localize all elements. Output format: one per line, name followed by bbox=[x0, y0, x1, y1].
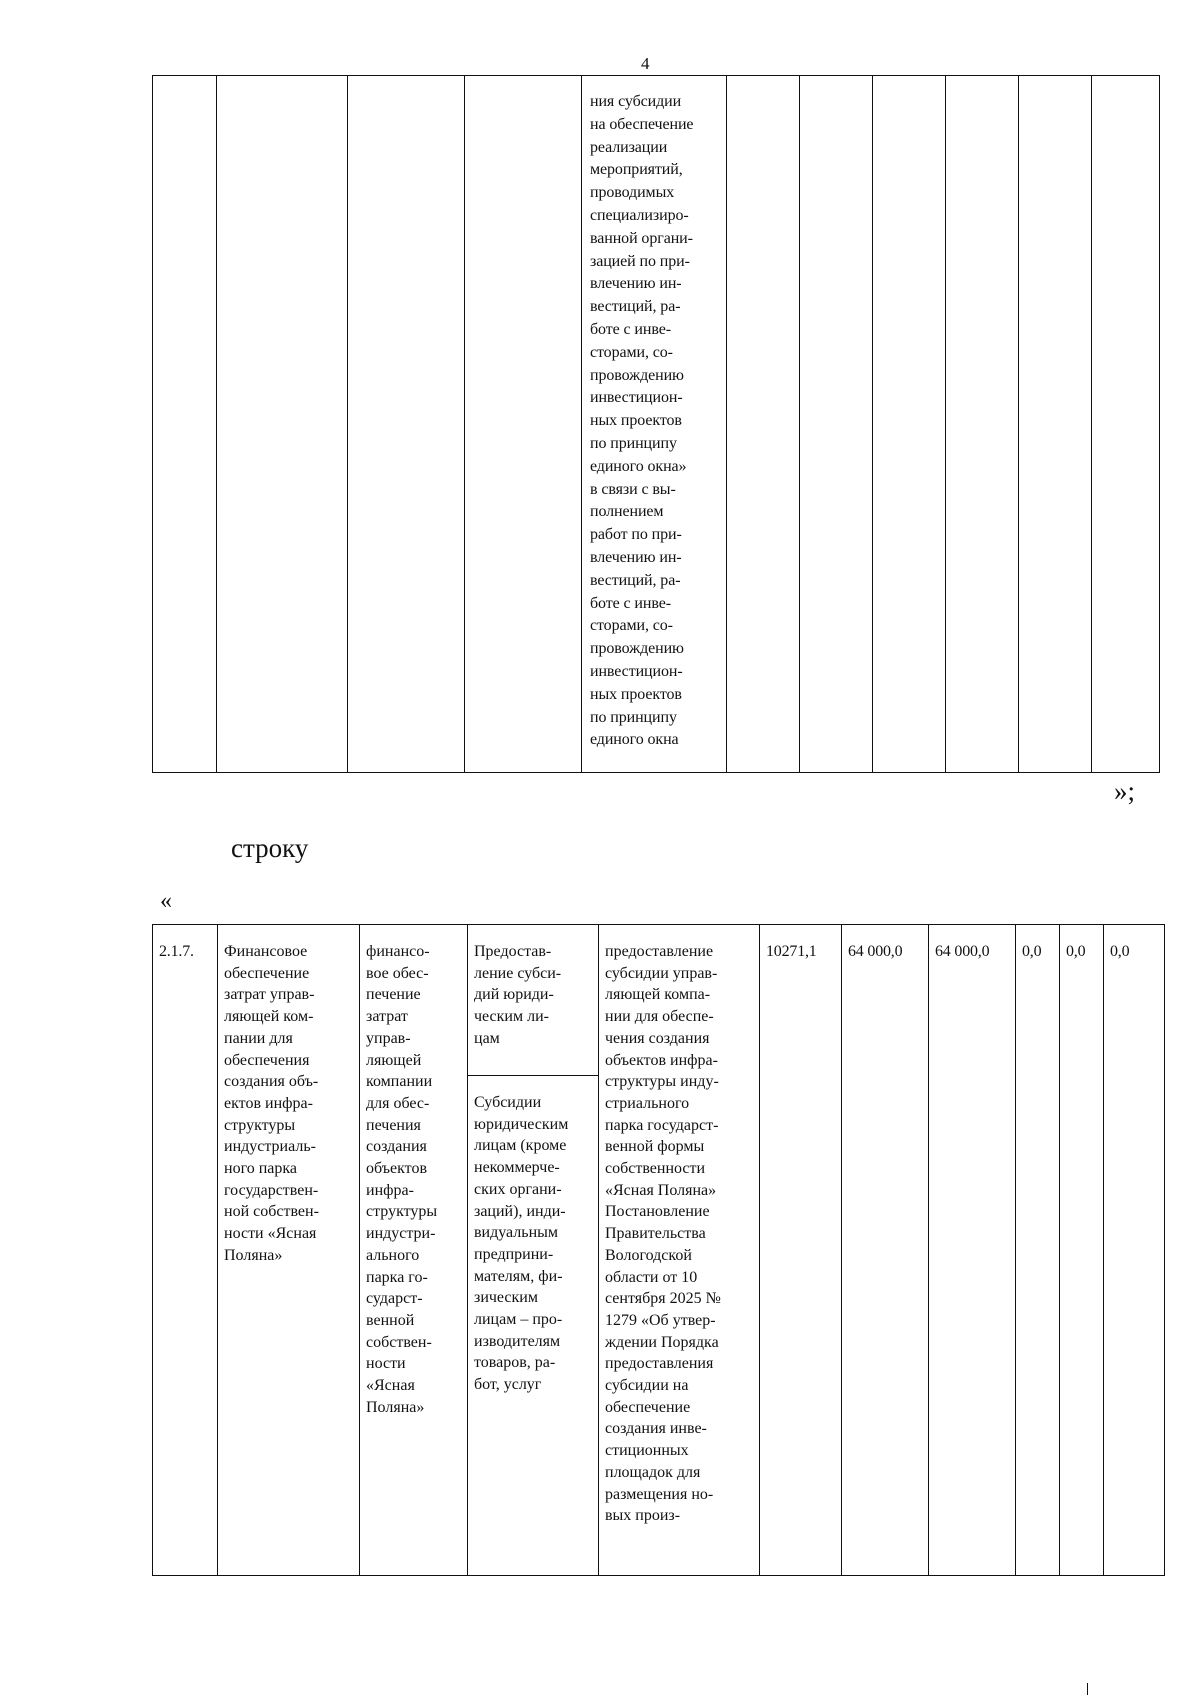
row-type-top-cell bbox=[468, 925, 599, 1076]
text-line: объектов инфра- bbox=[605, 1051, 718, 1069]
text-line: создания объ- bbox=[224, 1073, 319, 1091]
text-line: проводимых bbox=[590, 184, 675, 202]
text-line: обеспечение bbox=[224, 964, 310, 982]
text-line: ждении Порядка bbox=[605, 1333, 719, 1351]
text-line: предприни- bbox=[474, 1245, 554, 1263]
text-line: «Ясная bbox=[366, 1377, 415, 1395]
text-line: затрат bbox=[366, 1008, 408, 1026]
text-line: ляющей компа- bbox=[605, 986, 711, 1004]
text-line: зическим bbox=[474, 1289, 538, 1307]
value-6: 0,0 bbox=[1110, 943, 1130, 960]
text-line: нии для обеспе- bbox=[605, 1008, 714, 1026]
text-line: стриального bbox=[605, 1094, 690, 1112]
text-line: ческим ли- bbox=[474, 1008, 549, 1026]
text-line: вестиций, ра- bbox=[590, 571, 681, 589]
text-line: мателям, фи- bbox=[474, 1267, 563, 1285]
text-line: Финансовое bbox=[224, 943, 308, 960]
text-line: предоставление bbox=[605, 943, 714, 960]
text-line: Субсидии bbox=[474, 1094, 542, 1111]
text-line: заций), инди- bbox=[474, 1202, 566, 1220]
text-line: инвестицион- bbox=[590, 389, 683, 407]
value-cell-6 bbox=[1104, 925, 1165, 1576]
text-line: влечению ин- bbox=[590, 548, 682, 566]
empty-cell bbox=[946, 76, 1019, 773]
text-line: сентября 2025 № bbox=[605, 1290, 721, 1308]
value-3: 64 000,0 bbox=[935, 943, 990, 960]
page-number: 4 bbox=[641, 54, 650, 73]
opening-quote-mark: « bbox=[160, 888, 172, 914]
text-line: реализации bbox=[590, 138, 668, 156]
empty-cell bbox=[873, 76, 946, 773]
text-line: ление субси- bbox=[474, 964, 562, 982]
text-line: государствен- bbox=[224, 1181, 319, 1199]
empty-cell bbox=[348, 76, 465, 773]
text-line: пании для bbox=[224, 1029, 293, 1047]
new-row-table bbox=[152, 924, 1165, 1576]
text-line: влечению ин- bbox=[590, 275, 682, 293]
text-line: боте с инве- bbox=[590, 594, 671, 612]
text-line: единого окна» bbox=[590, 457, 687, 475]
text-line: Правительства bbox=[605, 1225, 706, 1243]
closing-quote-mark: »; bbox=[1114, 776, 1136, 806]
value-cell-5 bbox=[1060, 925, 1104, 1576]
text-line: субсидии на bbox=[605, 1377, 689, 1395]
text-line: структуры bbox=[366, 1203, 438, 1221]
text-line: стиционных bbox=[605, 1442, 689, 1460]
empty-cell bbox=[1092, 76, 1160, 773]
text-line: ванной органи- bbox=[590, 229, 693, 247]
text-line: структуры bbox=[224, 1116, 296, 1134]
text-line: венной формы bbox=[605, 1138, 705, 1156]
value-2: 64 000,0 bbox=[848, 943, 903, 960]
text-line: для обес- bbox=[366, 1094, 430, 1112]
value-cell-3 bbox=[929, 925, 1016, 1576]
text-line: на обеспечение bbox=[590, 115, 694, 133]
text-line: инфра- bbox=[366, 1181, 414, 1199]
text-line: размещения но- bbox=[605, 1485, 714, 1503]
text-line: ных проектов bbox=[590, 412, 682, 430]
text-line: печения bbox=[366, 1116, 421, 1134]
text-line: предоставления bbox=[605, 1355, 714, 1373]
text-line: по принципу bbox=[590, 434, 677, 452]
text-line: ляющей ком- bbox=[224, 1008, 314, 1026]
text-line: управ- bbox=[366, 1029, 411, 1047]
text-line: области от 10 bbox=[605, 1268, 698, 1286]
text-line: единого окна bbox=[590, 731, 679, 749]
text-line: «Ясная Поляна» bbox=[605, 1181, 717, 1199]
text-line: Постановление bbox=[605, 1203, 710, 1221]
text-line: субсидии управ- bbox=[605, 964, 718, 982]
text-line: чения создания bbox=[605, 1029, 710, 1047]
empty-cell bbox=[800, 76, 873, 773]
text-line: товаров, ра- bbox=[474, 1354, 556, 1372]
text-line: специализиро- bbox=[590, 206, 689, 224]
value-cell-4 bbox=[1016, 925, 1060, 1576]
text-line: финансо- bbox=[366, 943, 430, 960]
text-line: боте с инве- bbox=[590, 320, 671, 338]
text-line: ности bbox=[366, 1355, 406, 1373]
row-description-cell bbox=[599, 925, 760, 1576]
text-line: юридическим bbox=[474, 1115, 569, 1133]
text-line: компании bbox=[366, 1073, 433, 1091]
value-cell-2 bbox=[842, 925, 929, 1576]
text-line: создания инве- bbox=[605, 1420, 707, 1438]
text-line: по принципу bbox=[590, 708, 677, 726]
text-line: видуальным bbox=[474, 1224, 559, 1242]
text-line: сторами, со- bbox=[590, 617, 673, 635]
text-line: ния субсидии bbox=[590, 93, 682, 110]
text-line: парка государст- bbox=[605, 1116, 719, 1134]
text-line: лицам – про- bbox=[474, 1311, 563, 1329]
text-line: дий юриди- bbox=[474, 986, 554, 1004]
scan-mark bbox=[1087, 1683, 1088, 1695]
text-line: вых произ- bbox=[605, 1507, 681, 1525]
text-line: Вологодской bbox=[605, 1246, 692, 1264]
text-line: Предостав- bbox=[474, 943, 552, 960]
value-4: 0,0 bbox=[1022, 943, 1042, 960]
empty-cell bbox=[465, 76, 582, 773]
text-line: ляющей bbox=[366, 1051, 422, 1069]
text-line: обеспечение bbox=[605, 1398, 691, 1416]
text-line: площадок для bbox=[605, 1463, 701, 1481]
text-line: вое обес- bbox=[366, 964, 429, 982]
heading-word: строку bbox=[231, 833, 309, 863]
text-line: обеспечения bbox=[224, 1051, 310, 1069]
row-number-cell bbox=[153, 925, 218, 1576]
text-line: полнением bbox=[590, 503, 664, 521]
continuation-description-cell bbox=[582, 76, 727, 773]
text-line: парка го- bbox=[366, 1268, 428, 1286]
empty-cell bbox=[217, 76, 348, 773]
text-line: провождению bbox=[590, 366, 684, 384]
row-type-bottom-cell bbox=[468, 1076, 599, 1576]
text-line: объектов bbox=[366, 1160, 428, 1178]
text-line: ной собствен- bbox=[224, 1203, 319, 1221]
text-line: индустриаль- bbox=[224, 1138, 316, 1156]
text-line: вестиций, ра- bbox=[590, 298, 681, 316]
text-line: Поляна» bbox=[366, 1398, 425, 1416]
text-line: создания bbox=[366, 1138, 427, 1156]
text-line: инвестицион- bbox=[590, 662, 683, 680]
text-line: ских органи- bbox=[474, 1180, 562, 1198]
empty-cell bbox=[153, 76, 217, 773]
text-line: собствен- bbox=[366, 1333, 432, 1351]
text-line: ного парка bbox=[224, 1160, 298, 1178]
value-5: 0,0 bbox=[1066, 943, 1086, 960]
row-purpose-cell bbox=[360, 925, 468, 1576]
row-name-cell bbox=[218, 925, 360, 1576]
empty-cell bbox=[727, 76, 800, 773]
text-line: печение bbox=[366, 986, 421, 1004]
text-line: зацией по при- bbox=[590, 252, 690, 270]
text-line: цам bbox=[474, 1029, 500, 1047]
text-line: изводителям bbox=[474, 1332, 561, 1350]
text-line: венной bbox=[366, 1311, 415, 1329]
text-line: работ по при- bbox=[590, 526, 682, 544]
text-line: бот, услуг bbox=[474, 1376, 542, 1394]
empty-cell bbox=[1019, 76, 1092, 773]
text-line: затрат управ- bbox=[224, 986, 315, 1004]
text-line: некоммерче- bbox=[474, 1159, 560, 1177]
text-line: 1279 «Об утвер- bbox=[605, 1311, 716, 1329]
row-number: 2.1.7. bbox=[159, 943, 194, 960]
text-line: ального bbox=[366, 1246, 420, 1264]
text-line: провождению bbox=[590, 640, 684, 658]
text-line: индустри- bbox=[366, 1225, 436, 1243]
continuation-table bbox=[152, 75, 1160, 773]
value-1: 10271,1 bbox=[766, 943, 817, 960]
text-line: собственности bbox=[605, 1160, 706, 1178]
text-line: мероприятий, bbox=[590, 161, 683, 179]
text-line: сударст- bbox=[366, 1290, 423, 1308]
value-cell-1 bbox=[760, 925, 842, 1576]
text-line: в связи с вы- bbox=[590, 480, 676, 498]
text-line: сторами, со- bbox=[590, 343, 673, 361]
text-line: лицам (кроме bbox=[474, 1137, 567, 1155]
text-line: структуры инду- bbox=[605, 1073, 719, 1091]
text-line: ных проектов bbox=[590, 685, 682, 703]
text-line: ности «Ясная bbox=[224, 1225, 317, 1243]
text-line: ектов инфра- bbox=[224, 1094, 313, 1112]
text-line: Поляна» bbox=[224, 1246, 283, 1264]
